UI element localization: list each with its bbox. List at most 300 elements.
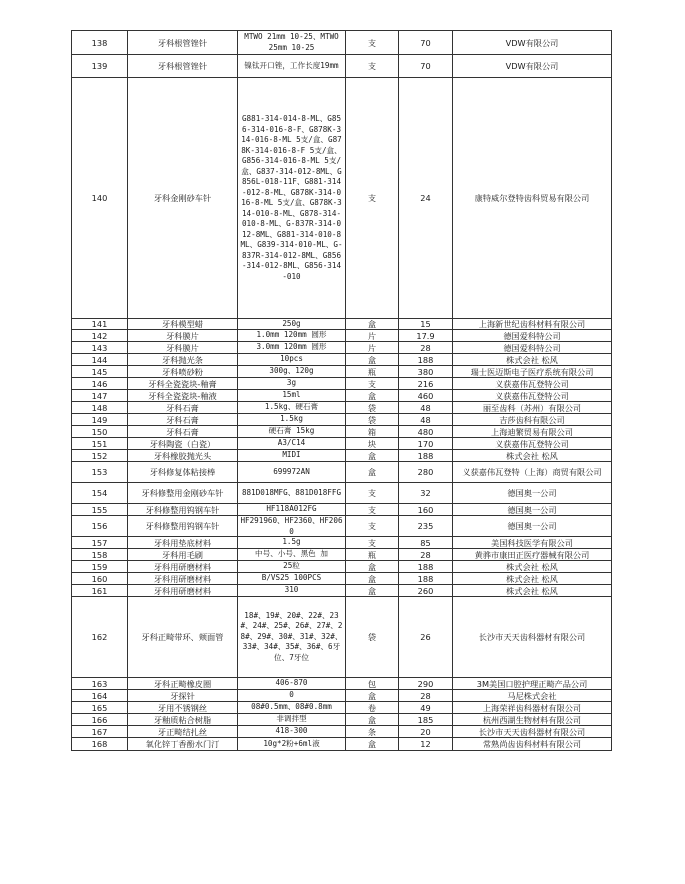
table-row [72, 462, 612, 483]
product-name: 牙釉质粘合树脂 [153, 714, 212, 725]
row-number: 140 [91, 193, 108, 203]
unit: 盒 [367, 450, 377, 461]
row-number-cell [72, 585, 128, 597]
product-spec-cell [238, 690, 346, 702]
product-name-cell [128, 561, 238, 573]
manufacturer-cell [453, 504, 612, 516]
table-row [72, 354, 612, 366]
product-spec: 10pcs [280, 354, 303, 364]
manufacturer: 杭州西湖生物材料有限公司 [482, 714, 582, 725]
unit-cell [346, 462, 399, 483]
product-name-cell [128, 573, 238, 585]
manufacturer: 黄骅市康田正医疗器械有限公司 [474, 549, 590, 560]
row-number: 167 [91, 726, 108, 737]
product-spec-cell [238, 738, 346, 751]
unit-cell [346, 726, 399, 738]
price: 188 [417, 354, 434, 365]
row-number: 144 [91, 354, 108, 365]
price: 170 [417, 438, 434, 449]
product-name: 牙科全瓷瓷块-釉膏 [148, 378, 217, 389]
table-row [72, 78, 612, 319]
product-spec-cell [238, 597, 346, 678]
price-cell [399, 573, 453, 585]
unit: 盒 [367, 561, 377, 572]
row-number-cell [72, 690, 128, 702]
row-number: 151 [91, 438, 108, 449]
product-spec: 310 [284, 585, 299, 595]
row-number-cell [72, 516, 128, 537]
row-number-cell [72, 426, 128, 438]
product-name-cell [128, 414, 238, 426]
row-number: 141 [91, 319, 108, 329]
table-row [72, 597, 612, 678]
row-number-cell [72, 597, 128, 678]
product-spec-cell [238, 426, 346, 438]
product-spec: 3g [286, 378, 297, 388]
unit-cell [346, 342, 399, 354]
product-spec-cell [238, 330, 346, 342]
row-number: 154 [91, 488, 108, 498]
row-number: 148 [91, 402, 108, 413]
manufacturer-cell [453, 462, 612, 483]
product-name-cell [128, 402, 238, 414]
row-number-cell [72, 504, 128, 516]
unit-cell [346, 690, 399, 702]
product-spec-cell [238, 678, 346, 690]
unit-cell [346, 549, 399, 561]
row-number: 162 [91, 632, 108, 642]
manufacturer: 吉莎齿科有限公司 [499, 414, 565, 425]
manufacturer: 瑞士医迈斯电子医疗系统有限公司 [470, 366, 594, 377]
product-spec: 08#0.5mm、08#0.8mm [251, 702, 332, 712]
product-name-cell [128, 504, 238, 516]
price: 28 [420, 549, 431, 560]
price: 290 [417, 678, 434, 689]
manufacturer-cell [453, 438, 612, 450]
price: 185 [417, 714, 434, 725]
unit: 盒 [367, 690, 377, 701]
manufacturer: 上海荣祥齿科器材有限公司 [482, 702, 582, 713]
product-spec-cell [238, 78, 346, 319]
table-row [72, 378, 612, 390]
product-spec-cell [238, 726, 346, 738]
price: 48 [420, 402, 431, 413]
row-number: 163 [91, 678, 108, 689]
price-cell [399, 714, 453, 726]
unit-cell [346, 414, 399, 426]
manufacturer-cell [453, 738, 612, 751]
price: 188 [417, 450, 434, 461]
unit: 卷 [367, 702, 377, 713]
product-spec-cell [238, 366, 346, 378]
manufacturer-cell [453, 516, 612, 537]
product-spec-cell [238, 438, 346, 450]
product-spec-cell [238, 561, 346, 573]
manufacturer-cell [453, 378, 612, 390]
price: 17.9 [416, 330, 435, 341]
row-number: 157 [91, 537, 108, 548]
unit-cell [346, 390, 399, 402]
unit: 袋 [367, 632, 377, 642]
product-name: 牙科金刚砂车针 [153, 193, 212, 203]
unit: 盒 [367, 467, 377, 477]
price: 28 [420, 690, 431, 701]
manufacturer: 德国爱科特公司 [503, 330, 561, 341]
price: 26 [420, 632, 431, 642]
unit: 盒 [367, 585, 377, 596]
row-number: 146 [91, 378, 108, 389]
manufacturer-cell [453, 450, 612, 462]
product-spec: 3.0mm 120mm 圆形 [256, 342, 327, 352]
product-name-cell [128, 354, 238, 366]
table-row [72, 402, 612, 414]
product-name: 牙科根管锉针 [157, 61, 208, 71]
row-number-cell [72, 354, 128, 366]
table-row [72, 714, 612, 726]
table-row [72, 450, 612, 462]
product-spec-cell [238, 537, 346, 549]
product-spec: 1.5kg [280, 414, 303, 424]
product-name-cell [128, 450, 238, 462]
table-row [72, 342, 612, 354]
product-name: 牙科膜片 [166, 330, 199, 341]
product-spec-cell [238, 702, 346, 714]
row-number: 158 [91, 549, 108, 560]
manufacturer-cell [453, 78, 612, 319]
product-name: 牙用不锈钢丝 [157, 702, 208, 713]
product-spec-cell [238, 483, 346, 504]
product-name: 牙正畸结扎丝 [157, 726, 208, 737]
product-name-cell [128, 438, 238, 450]
product-name: 牙科全瓷瓷块-釉液 [148, 390, 217, 401]
manufacturer: 株式会社 松风 [506, 450, 558, 461]
unit: 袋 [367, 402, 377, 413]
unit: 瓶 [367, 366, 377, 377]
row-number: 142 [91, 330, 108, 341]
row-number: 149 [91, 414, 108, 425]
row-number-cell [72, 726, 128, 738]
row-number: 160 [91, 573, 108, 584]
product-spec-cell [238, 516, 346, 537]
product-spec-cell [238, 342, 346, 354]
product-name: 牙科喷砂粉 [162, 366, 203, 377]
table-row [72, 319, 612, 330]
price: 235 [417, 521, 434, 531]
unit-cell [346, 714, 399, 726]
product-name: 牙科用研磨材料 [153, 573, 212, 584]
price: 460 [417, 390, 434, 401]
row-number: 156 [91, 521, 108, 531]
product-spec: B/VS25 100PCS [261, 573, 322, 583]
product-spec: 1.0mm 120mm 圆形 [256, 330, 327, 340]
row-number: 147 [91, 390, 108, 401]
product-spec-cell [238, 549, 346, 561]
row-number-cell [72, 342, 128, 354]
unit: 支 [367, 488, 377, 498]
row-number-cell [72, 402, 128, 414]
table-row [72, 438, 612, 450]
product-spec: 25粒 [283, 561, 300, 571]
price-cell [399, 366, 453, 378]
price-cell [399, 414, 453, 426]
row-number-cell [72, 438, 128, 450]
price-cell [399, 55, 453, 78]
manufacturer-cell [453, 342, 612, 354]
row-number-cell [72, 462, 128, 483]
manufacturer: 义获嘉伟瓦登特公司 [495, 378, 569, 389]
row-number-cell [72, 450, 128, 462]
product-name: 氧化锌丁香酚水门汀 [145, 739, 220, 749]
price: 24 [420, 193, 431, 203]
manufacturer: 德国奥一公司 [507, 504, 557, 515]
unit: 支 [367, 504, 377, 515]
table-row [72, 483, 612, 504]
product-spec-cell [238, 402, 346, 414]
manufacturer: VDW有限公司 [505, 37, 559, 48]
unit: 盒 [367, 354, 377, 365]
table-row [72, 549, 612, 561]
table-row [72, 585, 612, 597]
price: 15 [420, 319, 431, 329]
unit-cell [346, 319, 399, 330]
row-number-cell [72, 549, 128, 561]
table-row [72, 678, 612, 690]
product-spec: 418-300 [275, 726, 308, 736]
price-cell [399, 537, 453, 549]
price-cell [399, 549, 453, 561]
table-row [72, 414, 612, 426]
table-row [72, 426, 612, 438]
price-cell [399, 738, 453, 751]
price: 380 [417, 366, 434, 377]
product-name: 牙科模型蜡 [162, 319, 203, 329]
unit: 支 [367, 521, 377, 531]
row-number-cell [72, 390, 128, 402]
product-name: 牙科修复体粘接棒 [149, 467, 216, 477]
product-name-cell [128, 462, 238, 483]
manufacturer: 株式会社 松风 [506, 573, 558, 584]
table-row [72, 330, 612, 342]
manufacturer: 丽至齿科（苏州）有限公司 [482, 402, 582, 413]
price-cell [399, 426, 453, 438]
product-spec-cell [238, 462, 346, 483]
product-spec: HF118A012FG [266, 504, 317, 514]
product-spec: 镍钛开口锉，工作长度19mm [244, 60, 339, 70]
manufacturer-cell [453, 549, 612, 561]
row-number-cell [72, 414, 128, 426]
product-name-cell [128, 516, 238, 537]
unit-cell [346, 450, 399, 462]
product-name: 牙科正畸橡皮圈 [153, 678, 212, 689]
product-name: 牙科修整用钨钢车针 [145, 521, 220, 531]
product-name-cell [128, 31, 238, 55]
product-name-cell [128, 319, 238, 330]
price-cell [399, 678, 453, 690]
row-number-cell [72, 330, 128, 342]
manufacturer-cell [453, 55, 612, 78]
price: 280 [417, 467, 434, 477]
manufacturer-cell [453, 678, 612, 690]
product-name-cell [128, 330, 238, 342]
price-table-body [72, 31, 612, 751]
row-number: 165 [91, 702, 108, 713]
product-name: 牙探针 [170, 690, 195, 701]
manufacturer: 株式会社 松风 [506, 354, 558, 365]
manufacturer-cell [453, 537, 612, 549]
price-cell [399, 31, 453, 55]
price: 260 [417, 585, 434, 596]
row-number: 166 [91, 714, 108, 725]
product-name: 牙科正畸带环、颊面管 [141, 632, 224, 642]
product-name: 牙科石膏 [166, 426, 199, 437]
row-number-cell [72, 537, 128, 549]
unit-cell [346, 78, 399, 319]
manufacturer: 长沙市天天齿科器材有限公司 [478, 726, 586, 737]
price: 20 [420, 726, 431, 737]
manufacturer-cell [453, 690, 612, 702]
table-row [72, 55, 612, 78]
manufacturer: 马尼株式会社 [507, 690, 557, 701]
price-cell [399, 504, 453, 516]
unit: 支 [367, 193, 377, 203]
unit: 支 [367, 61, 377, 71]
product-spec-cell [238, 450, 346, 462]
price-cell [399, 378, 453, 390]
product-name-cell [128, 738, 238, 751]
row-number: 139 [91, 61, 108, 71]
unit: 瓶 [367, 549, 377, 560]
product-spec-cell [238, 414, 346, 426]
manufacturer: 株式会社 松风 [506, 585, 558, 596]
product-name-cell [128, 55, 238, 78]
product-name-cell [128, 549, 238, 561]
product-spec: 非调拌型 [276, 714, 307, 724]
unit-cell [346, 504, 399, 516]
table-row [72, 504, 612, 516]
manufacturer-cell [453, 573, 612, 585]
unit-cell [346, 330, 399, 342]
price: 70 [420, 37, 431, 48]
row-number-cell [72, 738, 128, 751]
unit-cell [346, 483, 399, 504]
price-cell [399, 585, 453, 597]
price: 216 [417, 378, 434, 389]
unit: 条 [367, 726, 377, 737]
unit: 片 [367, 342, 377, 353]
manufacturer-cell [453, 414, 612, 426]
row-number: 153 [91, 467, 108, 477]
price-cell [399, 483, 453, 504]
product-spec-cell [238, 714, 346, 726]
price-cell [399, 438, 453, 450]
product-spec: 18#、19#、20#、22#、23#、24#、25#、26#、27#、28#、29#、30#、31#、32#、33#、34#、35#、36#、6牙位、7牙位 [240, 610, 343, 662]
row-number-cell [72, 78, 128, 319]
unit: 盒 [367, 739, 377, 749]
manufacturer-cell [453, 702, 612, 714]
product-spec-cell [238, 354, 346, 366]
product-name-cell [128, 537, 238, 549]
unit-cell [346, 585, 399, 597]
price-list-sheet [71, 30, 611, 751]
price: 12 [420, 739, 431, 749]
row-number: 159 [91, 561, 108, 572]
unit: 包 [367, 678, 377, 689]
manufacturer: 德国爱科特公司 [503, 342, 561, 353]
product-spec: 0 [289, 690, 294, 700]
table-row [72, 690, 612, 702]
table-row [72, 573, 612, 585]
unit-cell [346, 31, 399, 55]
manufacturer: 德国奥一公司 [507, 488, 557, 498]
product-spec-cell [238, 55, 346, 78]
manufacturer: 常熟尚齿齿科材料有限公司 [482, 739, 582, 749]
product-name-cell [128, 597, 238, 678]
price: 49 [420, 702, 431, 713]
manufacturer-cell [453, 597, 612, 678]
manufacturer-cell [453, 354, 612, 366]
product-spec: 15ml [282, 390, 301, 400]
price-cell [399, 342, 453, 354]
price-cell [399, 726, 453, 738]
product-name: 牙科用研磨材料 [153, 585, 212, 596]
unit-cell [346, 516, 399, 537]
product-name-cell [128, 378, 238, 390]
product-name-cell [128, 714, 238, 726]
row-number: 155 [91, 504, 108, 515]
row-number-cell [72, 366, 128, 378]
product-spec: 中号、小号、黑色 加 [255, 549, 328, 559]
unit-cell [346, 402, 399, 414]
unit: 箱 [367, 426, 377, 437]
price: 160 [417, 504, 434, 515]
manufacturer-cell [453, 726, 612, 738]
product-name: 牙科用垫底材料 [153, 537, 212, 548]
manufacturer-cell [453, 426, 612, 438]
unit: 盒 [367, 714, 377, 725]
table-row [72, 561, 612, 573]
product-spec: 699972AN [273, 466, 310, 476]
product-name: 牙科膜片 [166, 342, 199, 353]
unit-cell [346, 426, 399, 438]
unit-cell [346, 55, 399, 78]
row-number: 143 [91, 342, 108, 353]
manufacturer: 德国奥一公司 [507, 521, 557, 531]
row-number-cell [72, 561, 128, 573]
manufacturer-cell [453, 402, 612, 414]
unit-cell [346, 537, 399, 549]
unit: 盒 [367, 573, 377, 584]
row-number-cell [72, 31, 128, 55]
price-cell [399, 702, 453, 714]
product-spec-cell [238, 504, 346, 516]
product-name-cell [128, 726, 238, 738]
product-spec-cell [238, 585, 346, 597]
table-row [72, 31, 612, 55]
manufacturer: 长沙市天天齿科器材有限公司 [478, 632, 586, 642]
row-number: 152 [91, 450, 108, 461]
price-cell [399, 354, 453, 366]
product-spec: MIDI [282, 450, 301, 460]
product-name-cell [128, 690, 238, 702]
table-row [72, 702, 612, 714]
unit-cell [346, 378, 399, 390]
product-name: 牙科修整用钨钢车针 [145, 504, 220, 515]
product-spec-cell [238, 319, 346, 330]
product-spec: 1.5g [282, 537, 301, 547]
unit-cell [346, 702, 399, 714]
manufacturer-cell [453, 319, 612, 330]
product-name-cell [128, 426, 238, 438]
